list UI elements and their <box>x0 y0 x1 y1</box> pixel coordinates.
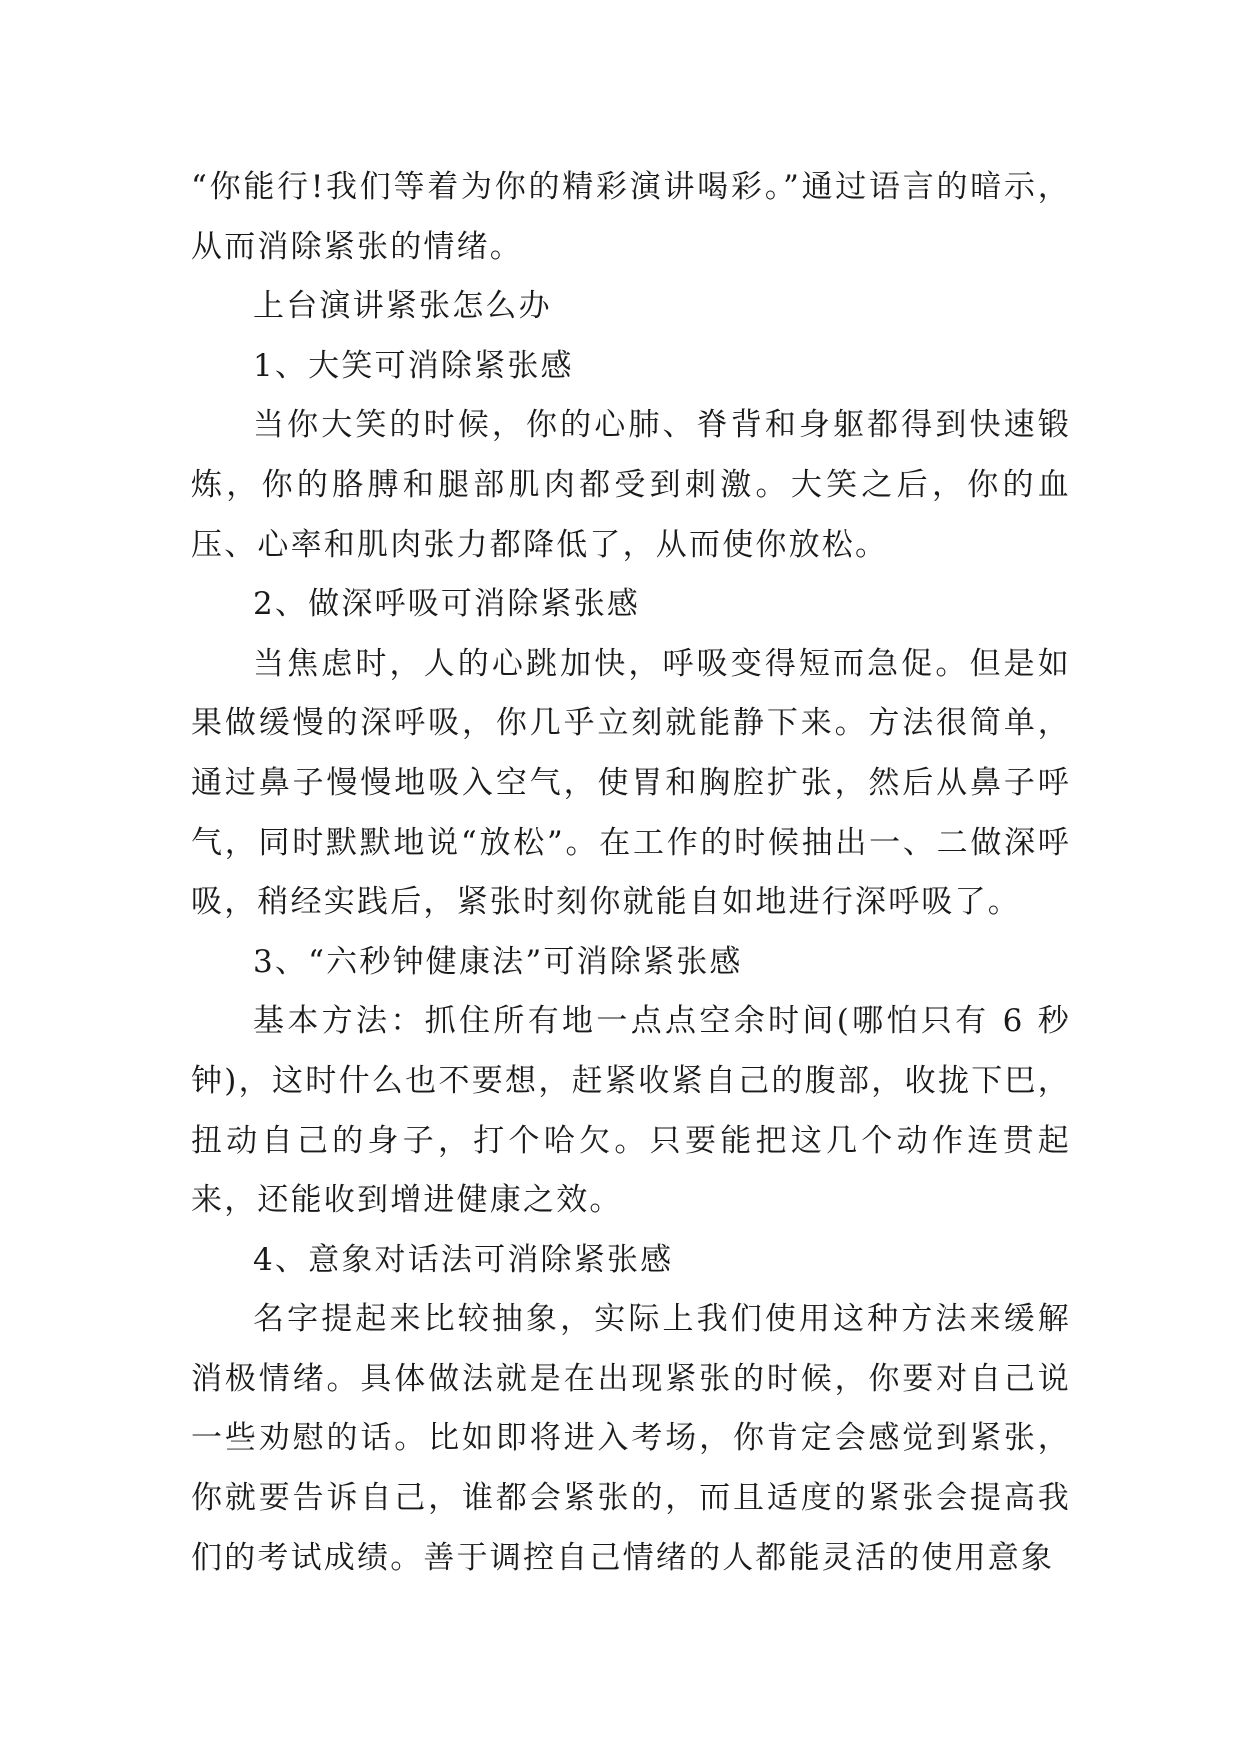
paragraph-laughter: 当你大笑的时候，你的心肺、脊背和身躯都得到快速锻炼，你的胳膊和腿部肌肉都受到刺激。大笑之后，你的血压、心率和肌肉张力都降低了，从而使你放松。 <box>191 407 1071 563</box>
paragraph-deep-breathing: 当焦虑时，人的心跳加快，呼吸变得短而急促。但是如果做缓慢的深呼吸，你几乎立刻就能静下来。方法很简单，通过鼻子慢慢地吸入空气，使胃和胸腔扩张，然后从鼻子呼气，同时默默地说“放松”。在工作的时候抽出一、二做深呼吸，稍经实践后，紧张时刻你就能自如地进行深呼吸了。 <box>191 645 1071 921</box>
heading-imagery-dialogue: 4、意象对话法可消除紧张感 <box>253 1241 674 1278</box>
paragraph-speech-encouragement: “你能行!我们等着为你的精彩演讲喝彩。”通过语言的暗示，从而消除紧张的情绪。 <box>191 169 1071 265</box>
paragraph-imagery-dialogue: 名字提起来比较抽象，实际上我们使用这种方法来缓解消极情绪。具体做法就是在出现紧张的时候，你要对自己说一些劝慰的话。比如即将进入考场，你肯定会感觉到紧张，你就要告诉自己，谁都会紧张的，而且适度的紧张会提高我们的考试成绩。善于调控自己情绪的人都能灵活的使用意象 <box>191 1301 1071 1576</box>
document-body <box>191 158 1071 1588</box>
heading-six-second-method: 3、“六秒钟健康法”可消除紧张感 <box>253 943 743 980</box>
heading-stage-nervousness: 上台演讲紧张怎么办 <box>253 288 552 325</box>
paragraph-six-second-method: 基本方法：抓住所有地一点点空余时间(哪怕只有 6 秒钟)，这时什么也不要想，赶紧收紧自己的腹部，收拢下巴，扭动自己的身子，打个哈欠。只要能把这几个动作连贯起来，还能收到增进健康之效。 <box>191 1003 1071 1219</box>
heading-laughter: 1、大笑可消除紧张感 <box>253 347 574 384</box>
heading-deep-breathing: 2、做深呼吸可消除紧张感 <box>253 586 641 623</box>
